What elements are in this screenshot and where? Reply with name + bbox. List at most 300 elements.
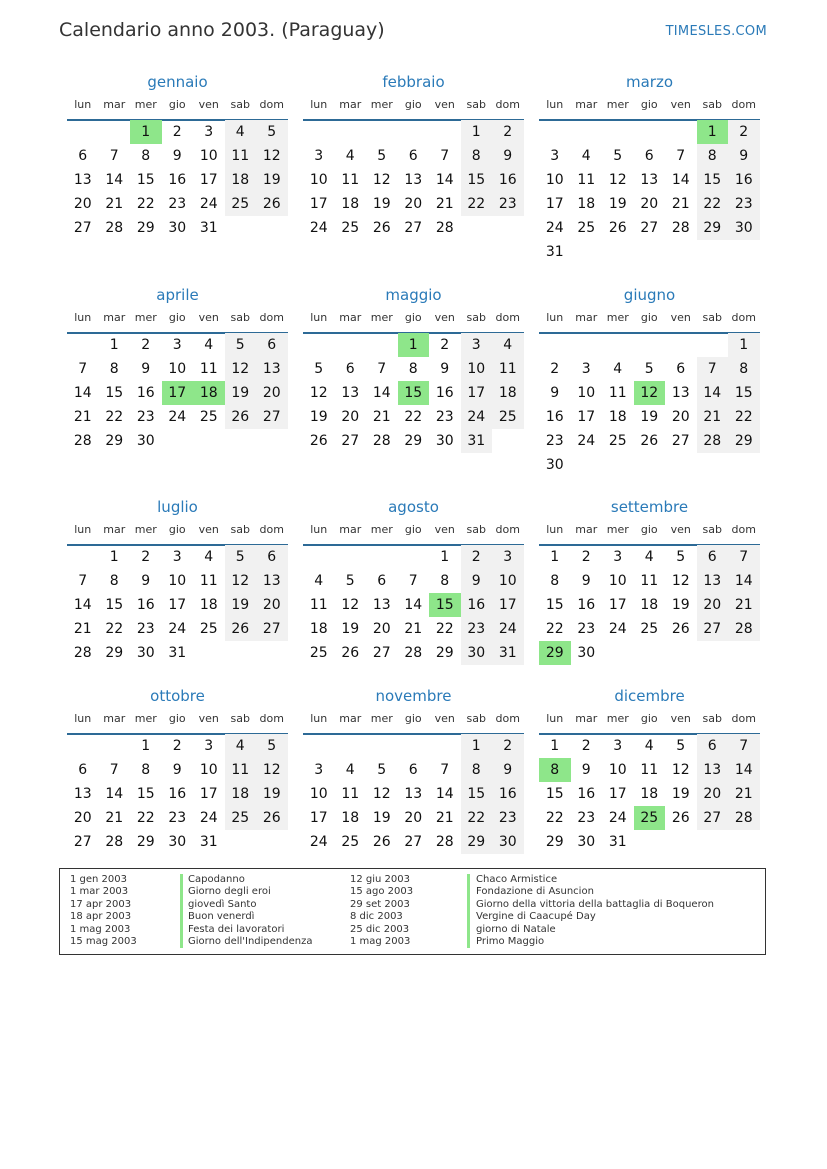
day-cell: 14 — [728, 758, 760, 782]
day-cell: 24 — [168, 621, 187, 637]
day-cell: 16 — [492, 782, 524, 806]
day-cell: 26 — [671, 621, 690, 637]
day-cell: 13 — [404, 786, 423, 802]
legend-date: 1 mag 2003 — [350, 935, 411, 947]
weekday-header: lun — [310, 98, 328, 111]
day-cell: 22 — [461, 192, 493, 216]
day-cell: 8 — [141, 148, 151, 164]
weekday-header: gio — [404, 98, 422, 111]
day-cell: 16 — [492, 168, 524, 192]
day-cell: 1 — [728, 333, 760, 357]
holiday-legend — [59, 868, 766, 955]
day-cell: 24 — [608, 810, 627, 826]
day-cell: 13 — [671, 385, 690, 401]
legend-date: 17 apr 2003 — [70, 898, 132, 910]
day-cell: 14 — [435, 172, 454, 188]
day-cell: 6 — [256, 333, 288, 357]
day-cell: 22 — [105, 409, 124, 425]
holiday-day-cell: 15 — [398, 381, 430, 405]
legend-left-marker — [180, 874, 183, 948]
day-cell: 14 — [105, 786, 124, 802]
day-cell: 13 — [404, 172, 423, 188]
day-cell: 15 — [105, 385, 124, 401]
day-cell: 20 — [256, 593, 288, 617]
day-cell: 26 — [372, 834, 391, 850]
day-cell: 3 — [204, 738, 214, 754]
weekday-header: gio — [640, 712, 658, 725]
day-cell: 4 — [581, 148, 591, 164]
day-cell: 1 — [109, 549, 119, 565]
month-name: febbraio — [382, 73, 445, 91]
day-cell: 28 — [73, 433, 92, 449]
day-cell: 25 — [640, 621, 659, 637]
weekday-header: mar — [103, 712, 126, 725]
day-cell: 18 — [640, 786, 659, 802]
day-cell: 25 — [199, 621, 218, 637]
weekday-header: sab — [230, 712, 250, 725]
day-cell: 30 — [728, 216, 760, 240]
weekday-header: dom — [495, 311, 520, 324]
day-cell: 19 — [372, 810, 391, 826]
month-name: giugno — [623, 286, 676, 304]
day-cell: 14 — [372, 385, 391, 401]
holiday-day-cell: 1 — [697, 120, 729, 144]
day-cell: 7 — [440, 762, 450, 778]
day-cell: 8 — [697, 144, 729, 168]
day-cell: 3 — [461, 333, 493, 357]
legend-name: Giorno degli eroi — [188, 886, 271, 898]
month-name: marzo — [625, 73, 674, 91]
weekday-header: lun — [546, 311, 564, 324]
day-cell: 2 — [141, 337, 151, 353]
day-cell: 10 — [199, 148, 218, 164]
day-cell: 20 — [671, 409, 690, 425]
weekday-header: lun — [74, 98, 92, 111]
day-cell: 9 — [172, 762, 182, 778]
day-cell: 5 — [613, 148, 623, 164]
weekday-header: sab — [702, 98, 722, 111]
weekday-header: mar — [575, 311, 598, 324]
holiday-day-cell: 29 — [539, 641, 571, 665]
legend-date: 18 apr 2003 — [70, 911, 132, 923]
month-name: maggio — [385, 286, 442, 304]
day-cell: 5 — [644, 361, 654, 377]
weekday-header: mer — [606, 98, 629, 111]
day-cell: 19 — [608, 196, 627, 212]
day-cell: 31 — [608, 834, 627, 850]
day-cell: 3 — [550, 148, 560, 164]
day-cell: 1 — [550, 549, 560, 565]
day-cell: 19 — [256, 782, 288, 806]
weekday-header: lun — [546, 712, 564, 725]
weekday-header: mer — [370, 523, 393, 536]
day-cell: 21 — [73, 621, 92, 637]
day-cell: 6 — [644, 148, 654, 164]
month-name: settembre — [610, 498, 689, 516]
day-cell: 3 — [613, 738, 623, 754]
legend-date: 1 mag 2003 — [70, 923, 131, 935]
weekday-header: sab — [702, 712, 722, 725]
day-cell: 2 — [172, 124, 182, 140]
month-name: novembre — [375, 687, 452, 705]
day-cell: 6 — [78, 762, 88, 778]
day-cell: 3 — [172, 549, 182, 565]
legend-name: Capodanno — [188, 874, 245, 885]
day-cell: 28 — [105, 834, 124, 850]
day-cell: 29 — [545, 834, 564, 850]
day-cell: 11 — [577, 172, 596, 188]
day-cell: 9 — [141, 573, 151, 589]
weekday-header: mer — [370, 98, 393, 111]
day-cell: 19 — [225, 593, 257, 617]
day-cell: 20 — [341, 409, 360, 425]
day-cell: 18 — [577, 196, 596, 212]
day-cell: 1 — [109, 337, 119, 353]
day-cell: 10 — [309, 786, 328, 802]
day-cell: 24 — [608, 621, 627, 637]
day-cell: 4 — [345, 148, 355, 164]
day-cell: 25 — [225, 806, 257, 830]
day-cell: 27 — [404, 220, 423, 236]
legend-date: 29 set 2003 — [350, 898, 410, 910]
day-cell: 29 — [404, 433, 423, 449]
weekday-header: mar — [339, 712, 362, 725]
weekday-header: dom — [731, 311, 756, 324]
month-name: luglio — [157, 498, 198, 516]
day-cell: 11 — [225, 758, 257, 782]
day-cell: 18 — [309, 621, 328, 637]
day-cell: 9 — [492, 144, 524, 168]
day-cell: 23 — [492, 192, 524, 216]
weekday-header: sab — [466, 523, 486, 536]
day-cell: 27 — [73, 834, 92, 850]
day-cell: 11 — [341, 172, 360, 188]
day-cell: 20 — [73, 810, 92, 826]
weekday-header: gio — [404, 311, 422, 324]
day-cell: 7 — [408, 573, 418, 589]
day-cell: 6 — [697, 545, 729, 569]
day-cell: 10 — [168, 361, 187, 377]
day-cell: 29 — [105, 645, 124, 661]
weekday-header: gio — [168, 523, 186, 536]
day-cell: 9 — [550, 385, 560, 401]
day-cell: 3 — [314, 148, 324, 164]
legend-date: 15 mag 2003 — [70, 935, 137, 947]
day-cell: 11 — [309, 597, 328, 613]
day-cell: 8 — [440, 573, 450, 589]
weekday-header: gio — [168, 98, 186, 111]
day-cell: 27 — [671, 433, 690, 449]
day-cell: 23 — [577, 621, 596, 637]
day-cell: 28 — [435, 220, 454, 236]
weekday-header: ven — [198, 311, 219, 324]
day-cell: 30 — [461, 641, 493, 665]
day-cell: 29 — [435, 645, 454, 661]
day-cell: 26 — [256, 192, 288, 216]
day-cell: 17 — [168, 597, 187, 613]
day-cell: 8 — [408, 361, 418, 377]
weekday-header: ven — [198, 98, 219, 111]
legend-name: Chaco Armistice — [476, 874, 558, 885]
day-cell: 23 — [728, 192, 760, 216]
legend-name: Vergine di Caacupé Day — [476, 911, 596, 923]
day-cell: 3 — [492, 545, 524, 569]
day-cell: 30 — [545, 457, 564, 473]
day-cell: 10 — [577, 385, 596, 401]
day-cell: 29 — [105, 433, 124, 449]
day-cell: 30 — [492, 830, 524, 854]
day-cell: 21 — [697, 405, 729, 429]
day-cell: 24 — [199, 810, 218, 826]
day-cell: 13 — [73, 786, 92, 802]
weekday-header: sab — [230, 523, 250, 536]
brand-link[interactable]: TIMESLES.COM — [665, 24, 767, 39]
day-cell: 10 — [309, 172, 328, 188]
day-cell: 11 — [640, 762, 659, 778]
day-cell: 21 — [105, 196, 124, 212]
day-cell: 18 — [199, 597, 218, 613]
day-cell: 16 — [168, 172, 187, 188]
day-cell: 9 — [172, 148, 182, 164]
month-name: agosto — [388, 498, 439, 516]
day-cell: 16 — [435, 385, 454, 401]
day-cell: 8 — [461, 758, 493, 782]
day-cell: 23 — [136, 409, 155, 425]
day-cell: 16 — [461, 593, 493, 617]
day-cell: 1 — [461, 734, 493, 758]
day-cell: 25 — [341, 220, 360, 236]
day-cell: 17 — [545, 196, 564, 212]
weekday-header: mer — [134, 712, 157, 725]
day-cell: 27 — [372, 645, 391, 661]
day-cell: 20 — [73, 196, 92, 212]
day-cell: 13 — [640, 172, 659, 188]
weekday-header: ven — [198, 712, 219, 725]
weekday-header: ven — [434, 98, 455, 111]
weekday-header: gio — [168, 712, 186, 725]
weekday-header: lun — [310, 311, 328, 324]
weekday-header: lun — [546, 98, 564, 111]
legend-date: 8 dic 2003 — [350, 911, 403, 923]
day-cell: 21 — [435, 196, 454, 212]
day-cell: 14 — [697, 381, 729, 405]
weekday-header: mer — [134, 523, 157, 536]
day-cell: 17 — [492, 593, 524, 617]
day-cell: 25 — [577, 220, 596, 236]
holiday-day-cell: 8 — [539, 758, 571, 782]
day-cell: 17 — [461, 381, 493, 405]
holiday-day-cell: 15 — [429, 593, 461, 617]
day-cell: 3 — [613, 549, 623, 565]
weekday-header: dom — [495, 98, 520, 111]
day-cell: 16 — [136, 597, 155, 613]
day-cell: 6 — [697, 734, 729, 758]
day-cell: 5 — [314, 361, 324, 377]
day-cell: 8 — [141, 762, 151, 778]
legend-date: 25 dic 2003 — [350, 923, 410, 935]
weekday-header: ven — [670, 98, 691, 111]
weekday-header: gio — [404, 523, 422, 536]
day-cell: 11 — [341, 786, 360, 802]
weekday-header: mar — [103, 523, 126, 536]
day-cell: 17 — [199, 786, 218, 802]
day-cell: 16 — [577, 597, 596, 613]
weekday-header: sab — [466, 712, 486, 725]
holiday-day-cell: 25 — [634, 806, 666, 830]
weekday-header: lun — [310, 712, 328, 725]
day-cell: 1 — [461, 120, 493, 144]
weekday-header: mar — [339, 98, 362, 111]
day-cell: 28 — [697, 429, 729, 453]
day-cell: 15 — [728, 381, 760, 405]
day-cell: 12 — [256, 144, 288, 168]
day-cell: 20 — [256, 381, 288, 405]
day-cell: 29 — [461, 830, 493, 854]
legend-name: Giorno della vittoria della battaglia di Boqueron — [476, 898, 714, 910]
day-cell: 21 — [404, 621, 423, 637]
day-cell: 28 — [73, 645, 92, 661]
day-cell: 6 — [256, 545, 288, 569]
day-cell: 7 — [78, 361, 88, 377]
day-cell: 8 — [728, 357, 760, 381]
day-cell: 16 — [577, 786, 596, 802]
day-cell: 25 — [199, 409, 218, 425]
day-cell: 5 — [676, 738, 686, 754]
day-cell: 11 — [640, 573, 659, 589]
legend-name: Festa dei lavoratori — [188, 923, 285, 935]
weekday-header: sab — [702, 523, 722, 536]
day-cell: 4 — [225, 120, 257, 144]
day-cell: 18 — [640, 597, 659, 613]
weekday-header: lun — [74, 523, 92, 536]
day-cell: 11 — [199, 361, 218, 377]
day-cell: 4 — [204, 337, 214, 353]
day-cell: 31 — [199, 220, 218, 236]
day-cell: 8 — [550, 573, 560, 589]
month-name: ottobre — [150, 687, 205, 705]
day-cell: 15 — [545, 786, 564, 802]
day-cell: 14 — [728, 569, 760, 593]
day-cell: 9 — [492, 758, 524, 782]
month-name: aprile — [156, 286, 199, 304]
day-cell: 17 — [608, 597, 627, 613]
weekday-header: mar — [575, 712, 598, 725]
day-cell: 17 — [309, 810, 328, 826]
day-cell: 12 — [341, 597, 360, 613]
day-cell: 19 — [372, 196, 391, 212]
day-cell: 26 — [309, 433, 328, 449]
month-divider — [539, 332, 760, 334]
day-cell: 7 — [109, 762, 119, 778]
day-cell: 25 — [225, 192, 257, 216]
day-cell: 18 — [341, 196, 360, 212]
day-cell: 20 — [372, 621, 391, 637]
holiday-day-cell: 17 — [162, 381, 194, 405]
day-cell: 12 — [608, 172, 627, 188]
legend-left-names — [188, 874, 313, 948]
weekday-header: gio — [168, 311, 186, 324]
day-cell: 26 — [640, 433, 659, 449]
day-cell: 9 — [141, 361, 151, 377]
day-cell: 21 — [435, 810, 454, 826]
day-cell: 22 — [697, 192, 729, 216]
day-cell: 23 — [577, 810, 596, 826]
day-cell: 30 — [168, 834, 187, 850]
day-cell: 8 — [109, 573, 119, 589]
day-cell: 22 — [404, 409, 423, 425]
weekday-header: mer — [606, 311, 629, 324]
weekday-header: ven — [670, 311, 691, 324]
day-cell: 15 — [136, 786, 155, 802]
day-cell: 27 — [73, 220, 92, 236]
day-cell: 13 — [256, 357, 288, 381]
day-cell: 4 — [314, 573, 324, 589]
day-cell: 12 — [309, 385, 328, 401]
holiday-day-cell: 18 — [193, 381, 225, 405]
day-cell: 2 — [581, 738, 591, 754]
day-cell: 12 — [256, 758, 288, 782]
legend-name: Giorno dell'Indipendenza — [188, 935, 313, 947]
day-cell: 21 — [105, 810, 124, 826]
day-cell: 21 — [728, 593, 760, 617]
day-cell: 23 — [492, 806, 524, 830]
day-cell: 7 — [109, 148, 119, 164]
day-cell: 10 — [461, 357, 493, 381]
day-cell: 18 — [341, 810, 360, 826]
day-cell: 20 — [640, 196, 659, 212]
day-cell: 2 — [728, 120, 760, 144]
day-cell: 2 — [492, 734, 524, 758]
day-cell: 8 — [461, 144, 493, 168]
day-cell: 10 — [608, 573, 627, 589]
day-cell: 7 — [377, 361, 387, 377]
day-cell: 19 — [671, 597, 690, 613]
day-cell: 19 — [671, 786, 690, 802]
day-cell: 30 — [136, 433, 155, 449]
legend-right-marker — [467, 874, 470, 948]
day-cell: 14 — [73, 385, 92, 401]
weekday-header: dom — [259, 311, 284, 324]
legend-right-names — [476, 874, 714, 948]
weekday-header: mer — [134, 98, 157, 111]
day-cell: 24 — [199, 196, 218, 212]
day-cell: 14 — [73, 597, 92, 613]
weekday-header: mer — [370, 712, 393, 725]
day-cell: 2 — [550, 361, 560, 377]
holiday-day-cell: 1 — [398, 333, 430, 357]
weekday-header: lun — [74, 311, 92, 324]
day-cell: 9 — [581, 573, 591, 589]
weekday-header: dom — [495, 523, 520, 536]
page-title: Calendario anno 2003. (Paraguay) — [59, 19, 385, 41]
day-cell: 16 — [728, 168, 760, 192]
day-cell: 3 — [204, 124, 214, 140]
day-cell: 19 — [309, 409, 328, 425]
day-cell: 9 — [440, 361, 450, 377]
day-cell: 20 — [697, 593, 729, 617]
day-cell: 2 — [492, 120, 524, 144]
day-cell: 3 — [172, 337, 182, 353]
day-cell: 23 — [545, 433, 564, 449]
day-cell: 6 — [408, 762, 418, 778]
day-cell: 5 — [225, 545, 257, 569]
day-cell: 28 — [404, 645, 423, 661]
weekday-header: gio — [640, 523, 658, 536]
day-cell: 27 — [341, 433, 360, 449]
day-cell: 7 — [440, 148, 450, 164]
day-cell: 4 — [613, 361, 623, 377]
legend-name: Fondazione di Asuncion — [476, 886, 594, 898]
